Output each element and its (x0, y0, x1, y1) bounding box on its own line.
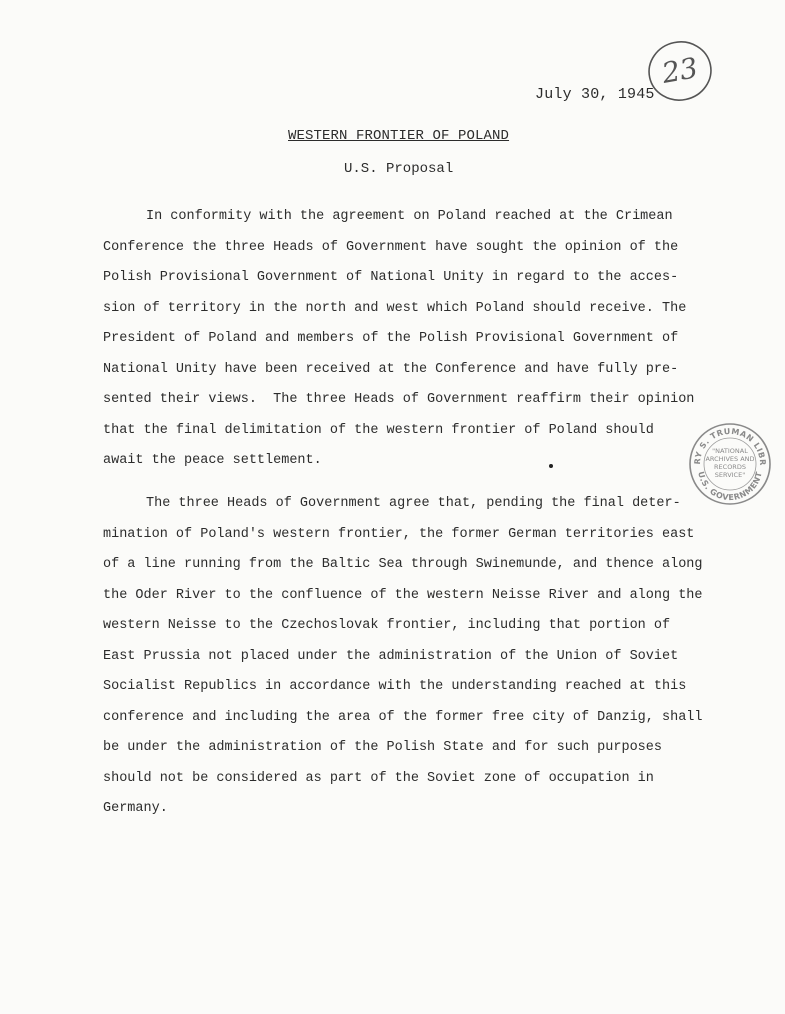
stamp-bottom-text: U.S. GOVERNMENT (696, 470, 764, 503)
paragraph-line: be under the administration of the Polish State and for such purposes (103, 740, 662, 755)
paragraph-line: await the peace settlement. (103, 453, 322, 468)
paragraph-line: National Unity have been received at the Conference and have fully pre- (103, 361, 679, 377)
paragraph-line: that the final delimitation of the western frontier of Poland should (103, 422, 654, 438)
paragraph-line: mination of Poland's western frontier, the former German territories east (103, 526, 695, 542)
document-date: July 30, 1945 (535, 86, 655, 103)
paragraph-line: sented their views. The three Heads of Government reaffirm their opinion (103, 392, 695, 407)
handwritten-page-number (645, 36, 715, 106)
paragraph-1 (0, 202, 695, 477)
paragraph-line: Germany. (103, 801, 168, 816)
paragraph-line: sion of territory in the north and west which Poland should receive. The (103, 300, 687, 316)
circled-number-mark (645, 36, 715, 106)
stamp-center-line: "NATIONAL (712, 447, 748, 455)
paragraph-line: western Neisse to the Czechoslovak frontier, including that portion of (103, 618, 671, 633)
paragraph-line: President of Poland and members of the Polish Provisional Government of (103, 331, 679, 346)
paragraph-2 (0, 489, 703, 825)
stamp-center-line: RECORDS (714, 463, 746, 471)
stamp-center-line: SERVICE" (714, 471, 746, 479)
document-title: WESTERN FRONTIER OF POLAND (288, 128, 510, 144)
paragraph-line: Conference the three Heads of Government have sought the opinion of the (103, 239, 679, 255)
paragraph-line: Socialist Republics in accordance with the understanding reached at this (103, 679, 687, 694)
page-number-text: 23 (659, 51, 701, 90)
paragraph-line: East Prussia not placed under the administration of the Union of Soviet (103, 648, 679, 664)
ink-speck (549, 464, 553, 468)
paragraph-line: In conformity with the agreement on Poland reached at the Crimean (146, 209, 673, 224)
paragraph-line: should not be considered as part of the Soviet zone of occupation in (103, 770, 654, 786)
paragraph-line: The three Heads of Government agree that, pending the final deter- (146, 496, 681, 511)
paragraph-line: Polish Provisional Government of National Unity in regard to the acces- (103, 270, 679, 285)
document-subtitle: U.S. Proposal (344, 161, 454, 177)
paragraph-line: the Oder River to the confluence of the western Neisse River and along the (103, 587, 703, 603)
paragraph-line: conference and including the area of the former free city of Danzig, shall (103, 709, 703, 725)
paragraph-line: of a line running from the Baltic Sea through Swinemunde, and thence along (103, 557, 703, 572)
stamp-top-text: RY S. TRUMAN LIBR (692, 426, 768, 467)
stamp-center-line: ARCHIVES AND (705, 455, 755, 463)
